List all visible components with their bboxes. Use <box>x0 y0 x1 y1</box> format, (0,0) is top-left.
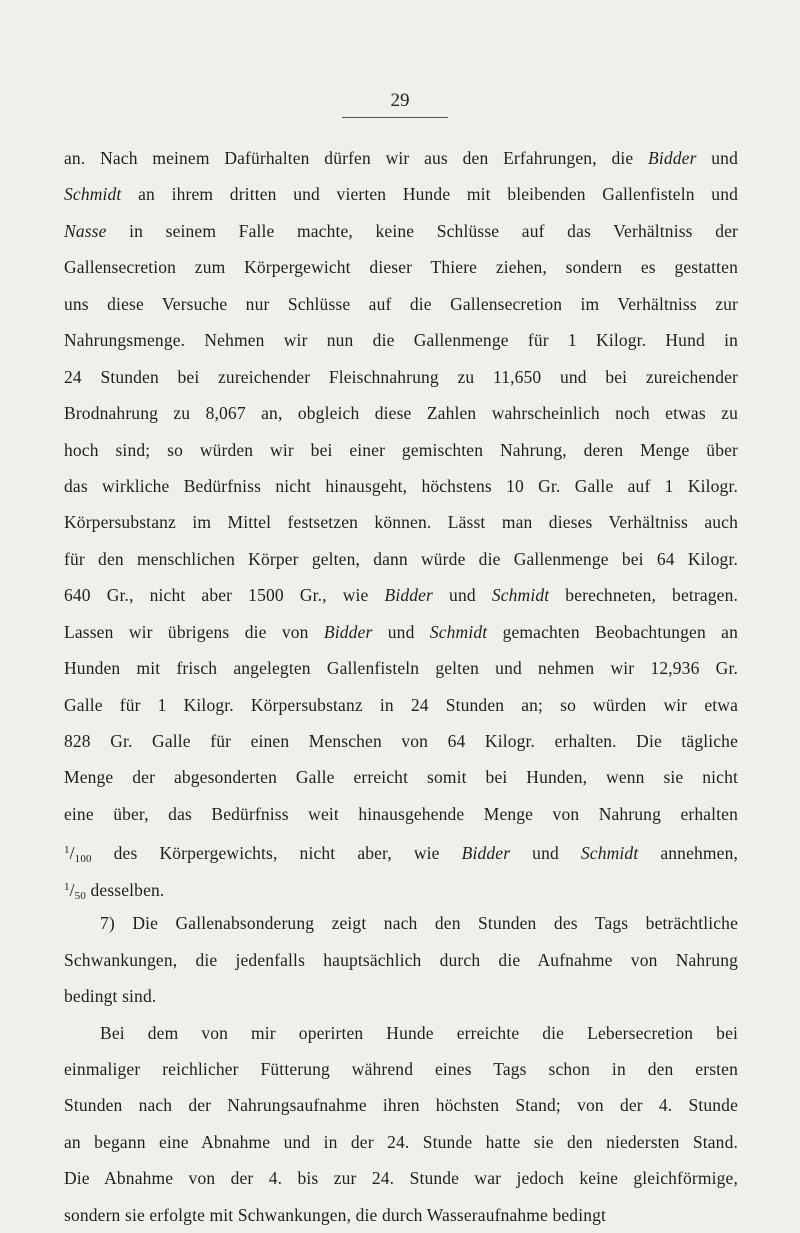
text-line <box>64 942 738 978</box>
text-line <box>64 213 738 249</box>
author-name: Bidder <box>648 148 697 168</box>
text-line <box>64 1124 738 1160</box>
text-run: für den menschlichen Körper gelten, dann würde die Gallenmenge bei 64 Kilogr. <box>64 548 738 569</box>
fraction-numerator: 1 <box>64 880 70 893</box>
text-run: Stunden nach der Nahrungsaufnahme ihren höchsten Stand; von der 4. Stunde <box>64 1095 738 1116</box>
text-line <box>64 395 738 431</box>
text-run: in seinem Falle machte, keine Schlüsse auf das Verhältniss der <box>106 220 738 241</box>
text-line <box>64 577 738 613</box>
text-line <box>64 687 738 723</box>
text-run: Gallensecretion zum Körpergewicht dieser Thiere ziehen, sondern es gestatten <box>64 257 738 278</box>
text-run: und <box>510 843 581 864</box>
text-run: das wirkliche Bedürfniss nicht hinausgeht, höchstens 10 Gr. Galle auf 1 Kilogr. <box>64 475 738 496</box>
author-name: Schmidt <box>491 585 550 606</box>
text-run: eine über, das Bedürfniss weit hinausgehende Menge von Nahrung erhalten <box>64 803 738 824</box>
text-run: Die Abnahme von der 4. bis zur 24. Stunde war jedoch keine gleichförmige, <box>64 1168 738 1189</box>
text-run: Galle für 1 Kilogr. Körpersubstanz in 24 Stunden an; so würden wir etwa <box>64 694 738 715</box>
text-line <box>64 1160 738 1196</box>
author-name: Schmidt <box>580 843 639 864</box>
text-run: und <box>696 148 738 168</box>
text-line <box>64 869 738 905</box>
text-line <box>64 541 738 577</box>
text-line <box>64 759 738 795</box>
text-run: uns diese Versuche nur Schlüsse auf die Gallensecretion im Verhältniss zur <box>64 293 738 314</box>
text-run: Brodnahrung zu 8,067 an, obgleich diese Zahlen wahrscheinlich noch etwas zu <box>64 403 738 424</box>
text-line <box>64 504 738 540</box>
text-line <box>64 359 738 395</box>
fraction-slash: / <box>69 843 75 864</box>
text-run: des Körpergewichts, nicht aber, wie <box>91 843 462 864</box>
text-run: annehmen, <box>638 843 739 864</box>
author-name: Schmidt <box>429 621 488 642</box>
text-run: und <box>372 621 430 642</box>
text-run: und <box>433 585 492 606</box>
fraction <box>64 843 92 866</box>
text-line <box>64 1015 738 1051</box>
text-line <box>64 723 738 759</box>
text-run: an ihrem dritten und vierten Hunde mit bleibenden Gallenfisteln und <box>121 184 738 205</box>
text-run: bedingt sind. <box>64 986 157 1007</box>
text-run: berechneten, betragen. <box>549 585 739 606</box>
text-run: gemachten Beobachtungen an <box>487 621 738 642</box>
text-run: Körpersubstanz im Mittel festsetzen können. Lässt man dieses Verhältniss auch <box>64 512 738 533</box>
text-run: hoch sind; so würden wir bei einer gemischten Nahrung, deren Menge über <box>64 439 738 460</box>
header-rule <box>342 117 448 118</box>
text-run: Hunden mit frisch angelegten Gallenfisteln gelten und nehmen wir 12,936 Gr. <box>64 658 738 679</box>
text-line <box>64 468 738 504</box>
page-header <box>360 90 440 112</box>
text-run: einmaliger reichlicher Fütterung während eines Tags schon in den ersten <box>64 1058 738 1079</box>
text-run: Lassen wir übrigens die von <box>64 621 324 642</box>
author-name: Schmidt <box>64 184 122 205</box>
text-line <box>64 1197 738 1233</box>
text-line <box>64 650 738 686</box>
text-line <box>64 1087 738 1123</box>
text-run: 640 Gr., nicht aber 1500 Gr., wie <box>64 585 385 606</box>
text-line <box>64 286 738 322</box>
text-run: sondern sie erfolgte mit Schwankungen, die durch Wasseraufnahme bedingt <box>64 1204 607 1225</box>
fraction <box>64 880 86 900</box>
author-name: Bidder <box>384 585 434 606</box>
author-name: Bidder <box>461 843 511 864</box>
text-line <box>64 796 738 832</box>
author-name: Nasse <box>64 220 107 241</box>
text-run: 7) Die Gallenabsonderung zeigt nach den Stunden des Tags beträchtliche <box>100 913 738 934</box>
text-line <box>64 832 738 868</box>
text-line <box>64 140 738 176</box>
fraction-denominator: 50 <box>74 889 86 902</box>
text-run: an. Nach meinem Dafürhalten dürfen wir aus den Erfahrungen, die <box>64 148 649 168</box>
fraction-numerator: 1 <box>64 844 70 857</box>
text-run: an begann eine Abnahme und in der 24. Stunde hatte sie den niedersten Stand. <box>64 1131 738 1152</box>
text-line <box>64 978 738 1014</box>
text-run: Bei dem von mir operirten Hunde erreichte die Lebersecretion bei <box>100 1022 738 1043</box>
text-run: Menge der abgesonderten Galle erreicht somit bei Hunden, wenn sie nicht <box>64 767 738 788</box>
author-name: Bidder <box>323 621 373 642</box>
page-number: 29 <box>390 90 410 111</box>
text-line <box>64 176 738 212</box>
text-line <box>64 432 738 468</box>
text-run: Schwankungen, die jedenfalls hauptsächlich durch die Aufnahme von Nahrung <box>64 949 738 970</box>
text-line <box>64 614 738 650</box>
text-run: desselben. <box>85 879 165 900</box>
fraction-denominator: 100 <box>74 853 92 866</box>
text-line <box>64 1051 738 1087</box>
fraction-slash: / <box>69 879 75 900</box>
text-run: 828 Gr. Galle für einen Menschen von 64 Kilogr. erhalten. Die tägliche <box>64 731 738 751</box>
text-run: Nahrungsmenge. Nehmen wir nun die Gallenmenge für 1 Kilogr. Hund in <box>64 330 738 351</box>
text-run: 24 Stunden bei zureichender Fleischnahrung zu 11,650 und bei zureichender <box>64 366 738 387</box>
text-line <box>64 905 738 941</box>
body-text <box>64 140 738 1233</box>
text-line <box>64 249 738 285</box>
text-line <box>64 322 738 358</box>
